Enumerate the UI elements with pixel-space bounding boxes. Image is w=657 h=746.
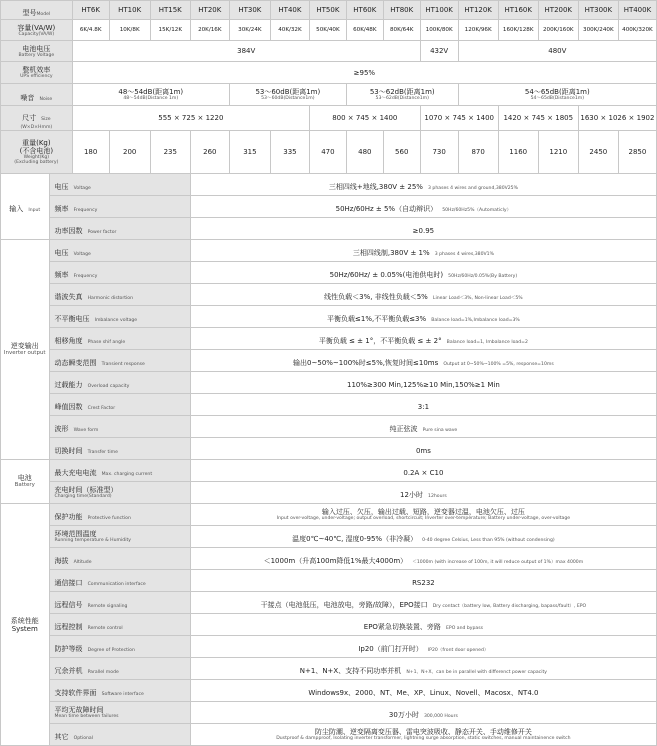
param-value-en: EPO and bypass bbox=[446, 626, 484, 632]
model-cell: HT120K bbox=[458, 1, 498, 20]
param-value-cn: 平衡负载 ≤ ± 1°，不平衡负载 ≤ ± 2° bbox=[318, 337, 442, 346]
param-label bbox=[49, 482, 190, 504]
capacity-cell: 10K/8K bbox=[109, 20, 150, 41]
efficiency-label-en: UPS efficiency bbox=[20, 74, 53, 80]
group-system bbox=[1, 504, 50, 746]
noise-value bbox=[458, 84, 656, 106]
param-value-en: 50Hz/60Hz5%（Automaticly） bbox=[442, 208, 512, 214]
param-label-en: Running temperature & Humidity bbox=[54, 537, 131, 543]
param-value bbox=[190, 526, 656, 548]
group-input-en: Input bbox=[28, 208, 41, 214]
model-cell: HT10K bbox=[109, 1, 150, 20]
param-value bbox=[190, 724, 656, 746]
param-value-cn: ＜1000m（升高100m降低1%最大4000m） bbox=[263, 557, 408, 566]
param-value-cn: 输入过压、欠压，输出过载、短路，逆变器过温，电池欠压、过压 bbox=[321, 507, 525, 516]
param-label-en: Wave form bbox=[73, 428, 99, 434]
weight-row bbox=[1, 131, 657, 174]
param-label-cn: 通信接口 bbox=[54, 579, 83, 588]
noise-value bbox=[72, 84, 229, 106]
capacity-cell: 80K/64K bbox=[383, 20, 420, 41]
param-label-cn: 冗余并机 bbox=[54, 667, 83, 676]
capacity-cell: 120K/96K bbox=[458, 20, 498, 41]
param-label-cn: 海拔 bbox=[54, 557, 69, 566]
param-label bbox=[49, 570, 190, 592]
battery-voltage-value: 480V bbox=[458, 41, 656, 62]
param-value-cn: 0.2A × C10 bbox=[403, 469, 444, 478]
param-value-en: Dustproof & dampproof, Isolating inverter transformer, lightning surge absorption, static switches, manual maintainence switch bbox=[276, 735, 571, 741]
param-value-cn: 三相四线+地线,380V ± 25% bbox=[328, 183, 423, 192]
size-value: 555 × 725 × 1220 bbox=[72, 106, 309, 131]
system-row bbox=[1, 658, 657, 680]
param-label-en: Voltage bbox=[73, 252, 91, 258]
param-value-cn: 12小时 bbox=[400, 491, 423, 500]
output-row bbox=[1, 306, 657, 328]
param-label bbox=[49, 306, 190, 328]
efficiency-value: ≥95% bbox=[72, 62, 656, 84]
size-value: 1070 × 745 × 1400 bbox=[420, 106, 498, 131]
param-value-cn: 输出0~50%~100%时≤5%,恢复时间≤10ms bbox=[293, 359, 439, 368]
param-label-cn: 环境范围温度 bbox=[54, 529, 97, 538]
param-value bbox=[190, 174, 656, 196]
param-label-cn: 不平衡电压 bbox=[54, 315, 90, 324]
output-row bbox=[1, 262, 657, 284]
param-label bbox=[49, 284, 190, 306]
param-value-en: N+1、N+X、can be in parallel with differenct power capacity bbox=[406, 670, 548, 676]
param-label-en: Imbalance voltage bbox=[94, 318, 138, 324]
param-label-en: Harmonic distortion bbox=[87, 296, 134, 302]
param-value-cn: N+1、N+X、支持不同功率并机 bbox=[299, 667, 402, 676]
param-value-en: IP20（front door opened） bbox=[427, 648, 489, 654]
param-value bbox=[190, 570, 656, 592]
param-value-en: Balance load=1, Imbalance load=2 bbox=[446, 340, 528, 346]
size-value: 1420 × 745 × 1805 bbox=[498, 106, 578, 131]
model-cell: HT200K bbox=[538, 1, 578, 20]
model-label-en: Model bbox=[36, 12, 51, 17]
group-input bbox=[1, 174, 50, 240]
model-cell: HT100K bbox=[420, 1, 458, 20]
param-value-en: 0-40 degree Celsius, Less than 95% (without condensing) bbox=[422, 538, 555, 544]
param-value bbox=[190, 460, 656, 482]
weight-cell: 200 bbox=[109, 131, 150, 174]
param-value-cn: 3:1 bbox=[417, 403, 430, 412]
weight-label-en2: (Excluding battery) bbox=[14, 160, 59, 166]
output-row bbox=[1, 240, 657, 262]
param-value bbox=[190, 658, 656, 680]
param-value-en: Linear Load＜3%, Non-linear Load＜5% bbox=[432, 296, 523, 302]
weight-cell: 2450 bbox=[578, 131, 618, 174]
weight-cell: 870 bbox=[458, 131, 498, 174]
model-cell: HT160K bbox=[498, 1, 538, 20]
param-label-en: Communication interface bbox=[87, 582, 146, 588]
model-cell: HT6K bbox=[72, 1, 109, 20]
param-value-en: Pure sina wave bbox=[422, 428, 458, 434]
param-label-cn: 切换时间 bbox=[54, 447, 83, 456]
param-label-en: Frequency bbox=[73, 274, 98, 280]
param-label-en: Protective function bbox=[87, 516, 131, 522]
param-label-cn: 电压 bbox=[54, 249, 69, 258]
efficiency-label-cn: 整机效率 bbox=[22, 66, 51, 75]
param-label bbox=[49, 218, 190, 240]
size-row bbox=[1, 106, 657, 131]
model-cell: HT60K bbox=[346, 1, 383, 20]
noise-value-en: 53～60dB(Distance1m) bbox=[261, 96, 315, 102]
capacity-cell: 300K/240K bbox=[578, 20, 618, 41]
battery-voltage-label-en: Battery Voltage bbox=[18, 52, 55, 58]
param-value-cn: 干接点（电池低压，电池放电，旁路/故障），EPO接口 bbox=[260, 601, 428, 610]
battery-voltage-value: 384V bbox=[72, 41, 420, 62]
weight-label-en: Weight(Kg) bbox=[23, 154, 50, 160]
param-label bbox=[49, 526, 190, 548]
noise-value bbox=[346, 84, 458, 106]
param-label-cn: 相移角度 bbox=[54, 337, 83, 346]
noise-value-cn: 54～65dB(距离1m) bbox=[524, 88, 590, 97]
param-value bbox=[190, 306, 656, 328]
param-label bbox=[49, 196, 190, 218]
param-value bbox=[190, 284, 656, 306]
group-battery bbox=[1, 460, 50, 504]
param-label bbox=[49, 658, 190, 680]
param-label bbox=[49, 504, 190, 526]
group-input-cn: 输入 bbox=[9, 205, 24, 214]
param-value-en: 50Hz/60Hz/0.05%(By Battery) bbox=[448, 274, 518, 280]
model-cell: HT40K bbox=[270, 1, 309, 20]
param-label-cn: 功率因数 bbox=[54, 227, 83, 236]
weight-label bbox=[1, 131, 73, 174]
param-label-cn: 支持软件界面 bbox=[54, 689, 97, 698]
group-system-en: System bbox=[11, 624, 38, 633]
param-label-cn: 谐波失真 bbox=[54, 293, 83, 302]
capacity-cell: 20K/16K bbox=[190, 20, 229, 41]
param-label-en: Altitude bbox=[73, 560, 92, 566]
param-label bbox=[49, 240, 190, 262]
param-label bbox=[49, 460, 190, 482]
param-value-en: 3 phases 4 wires,380V1% bbox=[434, 252, 494, 258]
noise-value-en: 54～65dB(Distance1m) bbox=[530, 96, 585, 102]
input-row bbox=[1, 196, 657, 218]
capacity-cell: 100K/80K bbox=[420, 20, 458, 41]
param-value-cn: 平衡负载≤1%,不平衡负载≤3% bbox=[327, 315, 427, 324]
param-value-cn: 50Hz/60Hz ± 5%（自动辩识） bbox=[335, 205, 438, 214]
battery-row bbox=[1, 460, 657, 482]
param-value-cn: 防尘防潮、逆变隔离变压器、雷电突波吸收、静态开关、手动维修开关 bbox=[314, 727, 532, 736]
param-label-en: Frequency bbox=[73, 208, 98, 214]
param-label-en: Mean time between failures bbox=[54, 713, 119, 719]
param-value bbox=[190, 196, 656, 218]
capacity-cell: 6K/4.8K bbox=[72, 20, 109, 41]
size-label-cn: 尺寸 bbox=[22, 114, 37, 123]
param-value bbox=[190, 350, 656, 372]
noise-row bbox=[1, 84, 657, 106]
model-label bbox=[1, 1, 73, 20]
size-label-en: Size bbox=[41, 117, 51, 123]
param-value bbox=[190, 372, 656, 394]
param-value-cn: 0ms bbox=[415, 447, 431, 456]
param-value-cn: Ip20（前门打开时） bbox=[358, 645, 423, 654]
efficiency-row bbox=[1, 62, 657, 84]
param-label-cn: 波形 bbox=[54, 425, 69, 434]
weight-cell: 480 bbox=[346, 131, 383, 174]
weight-cell: 1210 bbox=[538, 131, 578, 174]
param-value bbox=[190, 438, 656, 460]
param-label-cn: 过载能力 bbox=[54, 381, 83, 390]
param-label-en: Transient response bbox=[101, 362, 145, 368]
param-label-cn: 峰值因数 bbox=[54, 403, 83, 412]
input-row bbox=[1, 218, 657, 240]
capacity-cell: 40K/32K bbox=[270, 20, 309, 41]
param-label-cn: 频率 bbox=[54, 271, 69, 280]
output-row bbox=[1, 350, 657, 372]
model-cell: HT400K bbox=[618, 1, 656, 20]
capacity-cell: 15K/12K bbox=[150, 20, 190, 41]
model-row bbox=[1, 1, 657, 20]
param-label-en: Voltage bbox=[73, 186, 91, 192]
output-row bbox=[1, 394, 657, 416]
param-value bbox=[190, 416, 656, 438]
param-value-cn: 50Hz/60Hz/ ± 0.05%(电池供电时) bbox=[329, 271, 444, 280]
param-label-en: Remote signaling bbox=[87, 604, 128, 610]
output-row bbox=[1, 372, 657, 394]
efficiency-label bbox=[1, 62, 73, 84]
group-system-cn: 系统性能 bbox=[10, 616, 39, 625]
param-label-cn: 防护等级 bbox=[54, 645, 83, 654]
size-label bbox=[1, 106, 73, 131]
param-label-en: Charging time(Standard) bbox=[54, 493, 112, 499]
param-value-cn: 线性负载＜3%, 非线性负载＜5% bbox=[324, 293, 428, 302]
param-label bbox=[49, 372, 190, 394]
model-cell: HT20K bbox=[190, 1, 229, 20]
param-label-en: Phase shif angle bbox=[87, 340, 126, 346]
system-row bbox=[1, 614, 657, 636]
capacity-cell: 400K/320K bbox=[618, 20, 656, 41]
input-row bbox=[1, 174, 657, 196]
param-label-cn: 动态瞬变范围 bbox=[54, 359, 97, 368]
size-value: 1630 × 1026 × 1902 bbox=[578, 106, 656, 131]
param-value-cn: 110%≥300 Min,125%≥10 Min,150%≥1 Min bbox=[347, 381, 500, 390]
param-label bbox=[49, 702, 190, 724]
system-row bbox=[1, 504, 657, 526]
noise-value-en: 53～62dB(Distance1m) bbox=[375, 96, 429, 102]
capacity-cell: 60K/48K bbox=[346, 20, 383, 41]
group-battery-cn: 电池 bbox=[17, 474, 32, 483]
weight-cell: 560 bbox=[383, 131, 420, 174]
param-label bbox=[49, 592, 190, 614]
param-value bbox=[190, 504, 656, 526]
param-label-cn: 保护功能 bbox=[54, 513, 83, 522]
capacity-cell: 30K/24K bbox=[229, 20, 270, 41]
weight-cell: 1160 bbox=[498, 131, 538, 174]
group-output-cn: 逆变输出 bbox=[10, 342, 39, 351]
param-label-en: Optional bbox=[73, 736, 94, 742]
system-row bbox=[1, 526, 657, 548]
param-value bbox=[190, 548, 656, 570]
system-row bbox=[1, 724, 657, 746]
param-label-en: Power factor bbox=[87, 230, 117, 236]
weight-cell: 235 bbox=[150, 131, 190, 174]
weight-cell: 730 bbox=[420, 131, 458, 174]
param-value-cn: RS232 bbox=[412, 579, 435, 588]
weight-label-cn: 重量(Kg) bbox=[22, 138, 51, 147]
param-value bbox=[190, 240, 656, 262]
param-value bbox=[190, 614, 656, 636]
param-label-en: Transfer time bbox=[87, 450, 118, 456]
param-value-cn: ≥0.95 bbox=[412, 227, 435, 236]
param-label-en: Remote control bbox=[87, 626, 123, 632]
param-label-cn: 最大充电电流 bbox=[54, 469, 97, 478]
model-cell: HT30K bbox=[229, 1, 270, 20]
param-value bbox=[190, 328, 656, 350]
noise-label-cn: 噪音 bbox=[20, 93, 35, 102]
param-value-en: Output at 0~50%~100% =5%, response=10ms bbox=[443, 362, 554, 368]
weight-cell: 260 bbox=[190, 131, 229, 174]
group-battery-en: Battery bbox=[14, 482, 35, 489]
param-value-en: Dry contact（battery low, Battery discharging, bapass/fault）, EPO bbox=[432, 604, 587, 610]
param-value-cn: Windows9x、2000、NT、Me、XP、Linux、Novell、Macosx、NT4.0 bbox=[308, 689, 539, 698]
param-value bbox=[190, 218, 656, 240]
noise-value-cn: 48～54dB(距离1m) bbox=[118, 88, 184, 97]
noise-label bbox=[1, 84, 73, 106]
output-row bbox=[1, 328, 657, 350]
system-row bbox=[1, 702, 657, 724]
weight-cell: 180 bbox=[72, 131, 109, 174]
noise-value-cn: 53～62dB(距离1m) bbox=[369, 88, 435, 97]
param-label-cn: 平均无故障时间 bbox=[54, 705, 104, 714]
size-value: 800 × 745 × 1400 bbox=[309, 106, 420, 131]
battery-voltage-label bbox=[1, 41, 73, 62]
param-value-en: ＜1000m (with increase of 100m, it will reduce output of 1%）max 4000m bbox=[412, 560, 584, 566]
param-label bbox=[49, 416, 190, 438]
param-value-cn: 30万小时 bbox=[388, 711, 419, 720]
param-label bbox=[49, 262, 190, 284]
param-value bbox=[190, 680, 656, 702]
weight-cell: 315 bbox=[229, 131, 270, 174]
param-label bbox=[49, 438, 190, 460]
system-row bbox=[1, 680, 657, 702]
param-value-en: Input over-voltage, under-voltage; output overload, shortcircuit; Inverter over-temperature; Battery under-voltage, over-voltage bbox=[276, 515, 571, 521]
system-row bbox=[1, 570, 657, 592]
param-value-en: 3 phases 4 wires and ground,380V25% bbox=[428, 186, 518, 192]
battery-voltage-value: 432V bbox=[420, 41, 458, 62]
param-value-cn: 三相四线制,380V ± 1% bbox=[352, 249, 430, 258]
system-row bbox=[1, 548, 657, 570]
param-value-en: 300,000 Hours bbox=[423, 714, 458, 720]
param-label-en: Crest Factor bbox=[87, 406, 116, 412]
param-label-en: Overload capacity bbox=[87, 384, 130, 390]
param-label-en: Software interface bbox=[101, 692, 144, 698]
param-label-cn: 电压 bbox=[54, 183, 69, 192]
param-value-en: 12hours bbox=[428, 494, 447, 500]
param-value-en: Balance load=1%,Imbalance load=3% bbox=[431, 318, 520, 324]
capacity-label bbox=[1, 20, 73, 41]
battery-row bbox=[1, 482, 657, 504]
param-label bbox=[49, 614, 190, 636]
system-row bbox=[1, 592, 657, 614]
param-value bbox=[190, 702, 656, 724]
param-value-cn: 纯正弦波 bbox=[389, 425, 418, 434]
model-cell: HT15K bbox=[150, 1, 190, 20]
output-row bbox=[1, 416, 657, 438]
weight-cell: 335 bbox=[270, 131, 309, 174]
param-value bbox=[190, 482, 656, 504]
param-label-en: Max. charging current bbox=[101, 472, 153, 478]
capacity-row bbox=[1, 20, 657, 41]
param-label-cn: 远程控制 bbox=[54, 623, 83, 632]
param-label-cn: 频率 bbox=[54, 205, 69, 214]
noise-value-en: 48～54dB(Distance 1m) bbox=[123, 96, 179, 102]
capacity-cell: 200K/160K bbox=[538, 20, 578, 41]
model-cell: HT80K bbox=[383, 1, 420, 20]
group-output-en: Inverter output bbox=[3, 350, 46, 357]
param-value bbox=[190, 636, 656, 658]
output-row bbox=[1, 438, 657, 460]
param-value bbox=[190, 394, 656, 416]
model-cell: HT300K bbox=[578, 1, 618, 20]
param-label-cn: 其它 bbox=[54, 733, 69, 742]
capacity-cell: 50K/40K bbox=[309, 20, 346, 41]
param-label-en: Degree of Protection bbox=[87, 648, 135, 654]
battery-voltage-label-cn: 电池电压 bbox=[22, 44, 51, 53]
battery-voltage-row bbox=[1, 41, 657, 62]
capacity-label-cn: 容量(VA/W) bbox=[17, 23, 56, 32]
param-label bbox=[49, 350, 190, 372]
noise-value bbox=[229, 84, 346, 106]
param-label bbox=[49, 328, 190, 350]
group-output bbox=[1, 240, 50, 460]
weight-cell: 470 bbox=[309, 131, 346, 174]
param-label bbox=[49, 724, 190, 746]
param-label-en: Parallel mode bbox=[87, 670, 119, 676]
output-row bbox=[1, 284, 657, 306]
param-label bbox=[49, 680, 190, 702]
param-label bbox=[49, 394, 190, 416]
weight-label-cn2: (不含电池) bbox=[19, 146, 54, 155]
capacity-cell: 160K/128K bbox=[498, 20, 538, 41]
noise-label-en: Noise bbox=[39, 96, 53, 102]
param-label-cn: 充电时间（标准型） bbox=[54, 485, 118, 494]
model-label-cn: 型号 bbox=[22, 9, 37, 17]
param-value-cn: 温度0℃~40℃, 湿度0-95%（非冷凝） bbox=[292, 535, 418, 544]
system-row bbox=[1, 636, 657, 658]
param-label-cn: 远程信号 bbox=[54, 601, 83, 610]
param-value bbox=[190, 592, 656, 614]
param-label bbox=[49, 548, 190, 570]
param-label bbox=[49, 174, 190, 196]
noise-value-cn: 53～60dB(距离1m) bbox=[255, 88, 321, 97]
capacity-label-en: Capacity(VA/W) bbox=[18, 31, 55, 37]
param-value bbox=[190, 262, 656, 284]
param-label bbox=[49, 636, 190, 658]
param-value-cn: EPO紧急切换装置、旁路 bbox=[363, 623, 441, 632]
size-label-unit: (W×D×Hmm) bbox=[20, 124, 53, 130]
model-cell: HT50K bbox=[309, 1, 346, 20]
weight-cell: 2850 bbox=[618, 131, 656, 174]
